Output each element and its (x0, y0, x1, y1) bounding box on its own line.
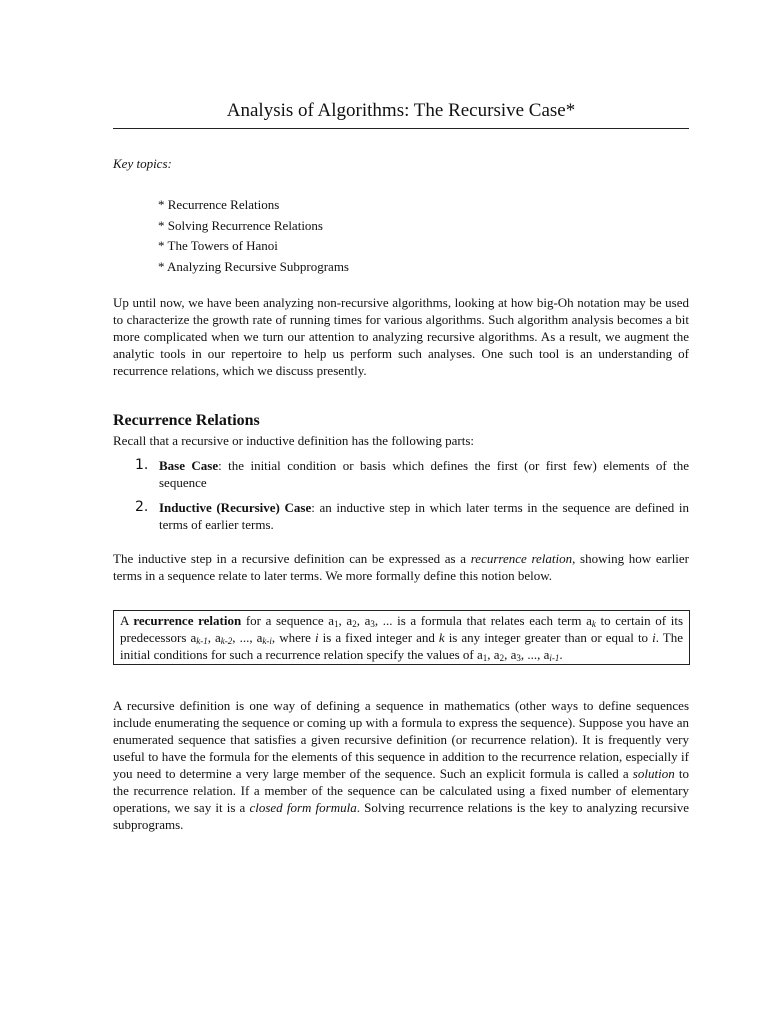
math-var: i (315, 630, 319, 645)
text-run: , ..., a (232, 630, 263, 645)
topic-item: * Analyzing Recursive Subprograms (158, 259, 349, 275)
subscript: 2 (499, 653, 505, 663)
subscript: 2 (352, 619, 357, 629)
subscript (221, 636, 233, 646)
math-var: i (652, 630, 656, 645)
list-number: 1. (135, 457, 149, 473)
list-number: 2. (135, 499, 149, 515)
text-run: The inductive step in a recursive definition can be expressed as a (113, 551, 471, 566)
math-var: k (438, 630, 445, 645)
text-run: , a (356, 613, 371, 628)
text-run: . (559, 647, 563, 662)
inductive-paragraph (113, 550, 689, 584)
key-topics-list (158, 196, 349, 279)
list-text: : an inductive step in which later terms in the sequence are defined in terms of earlier terms. (159, 500, 689, 532)
closing-paragraph (113, 697, 689, 833)
section-heading: Recurrence Relations (113, 412, 260, 429)
definition-parts-list (113, 457, 689, 533)
subscript-var: k-i (262, 636, 272, 646)
text-run: , showing how earlier terms in a sequence relate to later terms. We more formally define this notion below. (113, 551, 690, 583)
list-text: : the initial condition or basis which defines the first (or first few) elements of the sequence (159, 458, 689, 490)
definition-term: recurrence relation (133, 613, 242, 628)
text-run: , a (207, 630, 221, 645)
subscript-var: k-2 (220, 636, 233, 646)
topic-item: * Solving Recurrence Relations (158, 217, 323, 233)
text-run: , a (487, 647, 500, 662)
text-run: . Solving recurrence relations is the key to analyzing recursive subprograms. (113, 800, 689, 832)
definition-box (113, 610, 690, 665)
subscript-var: k (591, 619, 596, 629)
subscript (262, 636, 272, 646)
subscript (549, 653, 559, 663)
list-item (113, 457, 689, 491)
subscript (196, 636, 208, 646)
list-term: Inductive (Recursive) Case (159, 500, 312, 515)
text-run: , a (504, 647, 517, 662)
topic-item: * The Towers of Hanoi (158, 238, 278, 254)
emphasis-text: closed form formula (249, 800, 357, 815)
text-run: A recursive definition is one way of defining a sequence in mathematics (other ways to define sequences include enumerating the sequence or coming up with a formula to express the sequence). Suppose you have an enumerated sequence that satisfies a given recursive definition (or recurrence relation). It is frequently very useful to have the formula for the elements of this sequence in addition to the recurrence relation, especially if you need to determine a very large member of the sequence. Such an explicit formula is called a (113, 698, 689, 781)
text-run: is any integer greater than or equal to (444, 630, 653, 645)
text-run: to the recurrence relation. If a member of the sequence can be calculated using a fixed number of elementary operations, we say it is a (113, 766, 689, 815)
topic-item: * Recurrence Relations (158, 197, 280, 212)
subscript: 1 (334, 619, 339, 629)
text-run: , ... is a formula that relates each term a (374, 613, 592, 628)
page-title: Analysis of Algorithms: The Recursive Case* (226, 100, 576, 121)
text-run: is a fixed integer and (318, 630, 439, 645)
title-divider (113, 128, 689, 129)
recall-text: Recall that a recursive or inductive definition has the following parts: (113, 433, 475, 448)
subscript: 1 (482, 653, 488, 663)
text-run: for a sequence a (241, 613, 335, 628)
text-run: . The initial conditions for such a recurrence relation specify the values of a (120, 630, 683, 662)
subscript-var: k-1 (196, 636, 208, 646)
text-run: , ..., a (520, 647, 550, 662)
text-run: , a (338, 613, 353, 628)
text-run: , where (271, 630, 315, 645)
emphasis-text: solution (632, 766, 675, 781)
text-run: A (120, 613, 134, 628)
list-item (113, 499, 689, 533)
emphasis-text: recurrence relation (470, 551, 573, 566)
intro-paragraph: Up until now, we have been analyzing non-recursive algorithms, looking at how big-Oh notation may be used to characterize the growth rate of running times for various algorithms. Such algorithm analysis becomes a bit more complicated when we turn our attention to analyzing recursive algorithms. As a result, we augment the analytic tools in our repertoire to help us perform such analyses. One such tool is an understanding of recurrence relations, which we discuss presently. (113, 295, 689, 378)
key-topics-label: Key topics: (113, 156, 172, 171)
subscript: 3 (370, 619, 375, 629)
list-term: Base Case (159, 458, 219, 473)
text-run: to certain of its predecessors a (120, 613, 683, 645)
subscript: 3 (516, 653, 521, 663)
subscript-var: i-1 (549, 653, 560, 663)
